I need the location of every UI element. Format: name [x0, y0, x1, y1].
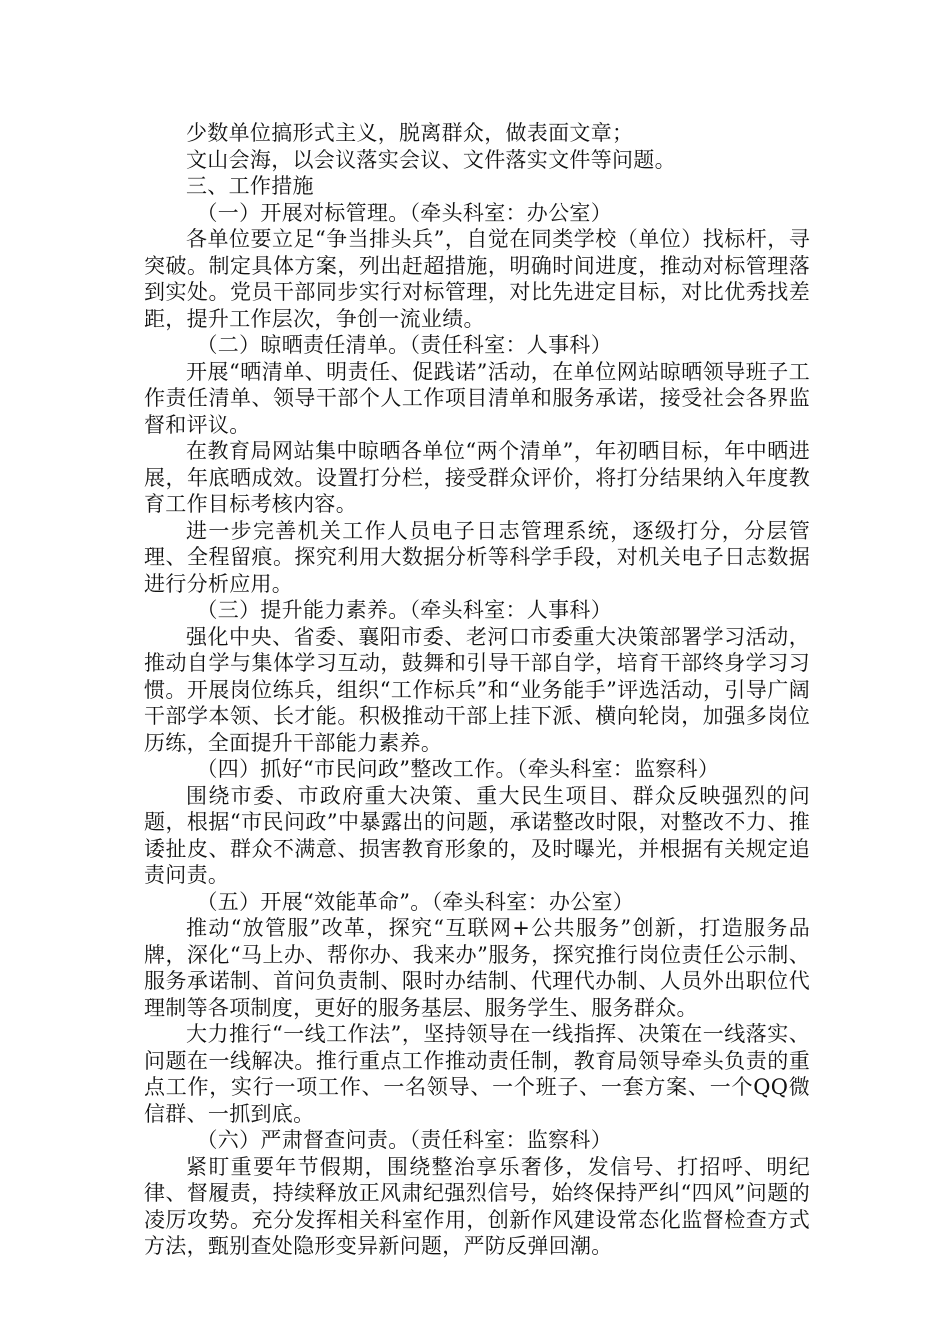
paragraph-2: 文山会海，以会议落实会议、文件落实文件等问题。: [186, 147, 676, 172]
subheading-5: （五）开展“效能革命”。（牵头科室：办公室）: [196, 889, 635, 914]
paragraph-4: 开展“晒清单、明责任、促践诺”活动，在单位网站晾晒领导班子工作责任清单、领导干部个人工作项目清单和服务承诺，接受社会各界监督和评议。: [144, 359, 810, 437]
paragraph-5: 在教育局网站集中晾晒各单位“两个清单”，年初晒目标，年中晒进展，年底晒成效。设置打分栏，接受群众评价，将打分结果纳入年度教育工作目标考核内容。: [144, 439, 810, 516]
paragraph-9: 推动“放管服”改革，探究“互联网+公共服务”创新，打造服务品牌，深化“马上办、帮你办、我来办”服务，探究推行岗位责任公示制、服务承诺制、首问负责制、限时办结制、代理代办制、人员外出职位代理制等各项制度，更好的服务基层、服务学生、服务群众。: [144, 916, 810, 1020]
subheading-2: （二）晾晒责任清单。（责任科室：人事科）: [196, 333, 612, 357]
paragraph-11: 紧盯重要年节假期，围绕整治享乐奢侈，发信号、打招呼、明纪律、督履责，持续释放正风肃纪强烈信号，始终保持严纠“四风”问题的凌厉攻势。充分发挥相关科室作用，创新作风建设常态化监督检查方式方法，甄别查处隐形变异新问题，严防反弹回潮。: [144, 1154, 810, 1258]
section-heading-work-measures: 三、工作措施: [186, 174, 314, 198]
paragraph-7: 强化中央、省委、襄阳市委、老河口市委重大决策部署学习活动，推动自学与集体学习互动，鼓舞和引导干部自学，培育干部终身学习习惯。开展岗位练兵，组织“工作标兵”和“业务能手”评选活动，引导广阔干部学本领、长才能。积极推动干部上挂下派、横向轮岗，加强多岗位历练，全面提升干部能力素养。: [144, 624, 810, 755]
paragraph-8: 围绕市委、市政府重大决策、重大民生项目、群众反映强烈的问题，根据“市民问政”中暴露出的问题，承诺整改时限，对整改不力、推诿扯皮、群众不满意、损害教育形象的，及时曝光，并根据有关规定追责问责。: [144, 783, 810, 887]
paragraph-10: 大力推行“一线工作法”，坚持领导在一线指挥、决策在一线落实、问题在一线解决。推行重点工作推动责任制，教育局领导牵头负责的重点工作，实行一项工作、一名领导、一个班子、一套方案、一个QQ微信群、一抓到底。: [144, 1022, 810, 1126]
subheading-4: （四）抓好“市民问政”整改工作。（牵头科室：监察科）: [196, 757, 720, 781]
subheading-3: （三）提升能力素养。（牵头科室：人事科）: [196, 598, 612, 622]
paragraph-3: 各单位要立足“争当排头兵”，自觉在同类学校（单位）找标杆，寻突破。制定具体方案，列出赶超措施，明确时间进度，推动对标管理落到实处。党员干部同步实行对标管理，对比先进定目标，对比优秀找差距，提升工作层次，争创一流业绩。: [144, 227, 810, 331]
paragraph-6: 进一步完善机关工作人员电子日志管理系统，逐级打分，分层管理、全程留痕。探究利用大数据分析等科学手段，对机关电子日志数据进行分析应用。: [144, 518, 810, 596]
subheading-6: （六）严肃督查问责。（责任科室：监察科）: [196, 1128, 612, 1152]
paragraph-1: 少数单位搞形式主义，脱离群众，做表面文章；: [186, 121, 634, 145]
subheading-1: （一）开展对标管理。（牵头科室：办公室）: [196, 200, 612, 225]
document-body: [144, 120, 810, 1260]
